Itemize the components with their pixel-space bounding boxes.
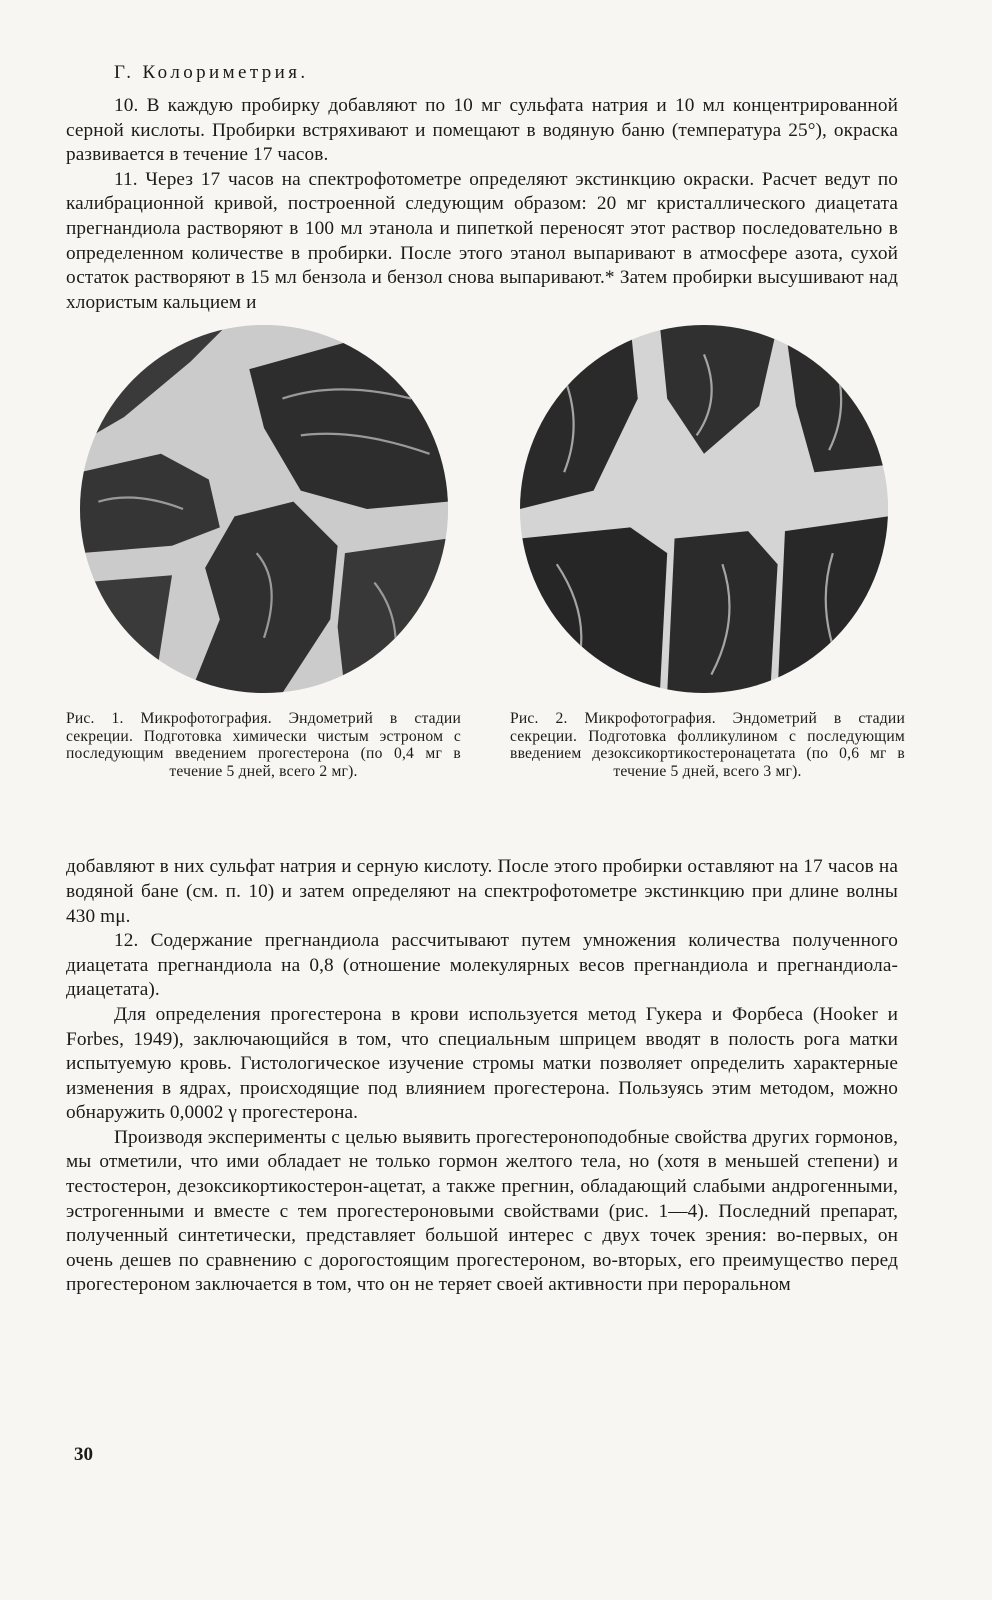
micrograph-image-1 [80,325,448,693]
paragraph-hooker-forbes: Для определения прогестерона в крови используется метод Гукера и Форбеса (Hooker и Forbes, 1949), заключающийся в том, что специальным шприцем вводят в полость рога матки испытуемую кровь. Гистологическое изучение стромы матки позволяет определить характерные изменения в ядрах, происходящие под влиянием прогестерона. Пользуясь этим методом, можно обнаружить 0,0002 γ прогестерона. [66,1003,898,1124]
figures-row [66,325,905,855]
paragraph-12: 12. Содержание прегнандиола рассчитывают путем умножения количества полученного диацетата прегнандиола на 0,8 (отношение молекулярных весов прегнандиола и прегнандиола-диацетата). [66,930,898,1001]
page-content [66,60,905,1298]
figure-2-caption: Рис. 2. Микрофотография. Эндометрий в стадии секреции. Подготовка фолликулином с последующим введением дезоксикортикостеронацетата (по 0,6 мг в течение 5 дней, всего 3 мг). [510,710,905,780]
micrograph-image-2 [520,325,888,693]
figure-2 [510,325,905,780]
paragraph-10: 10. В каждую пробирку добавляют по 10 мг сульфата натрия и 10 мл концентрированной серной кислоты. Пробирки встряхивают и помещают в водяную баню (температура 25°), окраска развивается в течение 17 часов. [66,95,898,166]
section-heading: Г. Колориметрия. [114,62,309,83]
paragraph-experiments: Производя эксперименты с целью выявить прогестероноподобные свойства других гормонов, мы отметили, что ими обладает не только гормон желтого тела, но (хотя в меньшей степени) и тестостерон, дезоксикортикостерон-ацетат, а также прегнин, обладающий слабыми андрогенными, эстрогенными и вместе с тем прогестероновыми свойствами (рис. 1—4). Последний препарат, полученный синтетически, представляет большой интерес с двух точек зрения: во-первых, он очень дешев по сравнению с дорогостоящим прогестероном, во-вторых, его преимущество перед прогестероном заключается в том, что он не теряет своей активности при пероральном [66,1126,898,1296]
figure-1-caption: Рис. 1. Микрофотография. Эндометрий в стадии секреции. Подготовка химически чистым эстроном с последующим введением прогестерона (по 0,4 мг в течение 5 дней, всего 2 мг). [66,710,461,780]
paragraph-continuation: добавляют в них сульфат натрия и серную кислоту. После этого пробирки оставляют на 17 часов на водяной бане (см. п. 10) и затем определяют на спектрофотометре экстинкцию при длине волны 430 mμ. [66,856,898,927]
page-number: 30 [74,1444,93,1465]
paragraph-11: 11. Через 17 часов на спектрофотометре определяют экстинкцию окраски. Расчет ведут по калибрационной кривой, построенной следующим образом: 20 мг кристаллического диацетата прегнандиола растворяют в 100 мл этанола и пипеткой переносят этот раствор последовательно в определенном количестве в пробирки. После этого этанол выпаривают в атмосфере азота, сухой остаток растворяют в 15 мл бензола и бензол снова выпаривают.* Затем пробирки высушивают над хлористым кальцием и [66,168,898,313]
figure-1 [66,325,461,780]
